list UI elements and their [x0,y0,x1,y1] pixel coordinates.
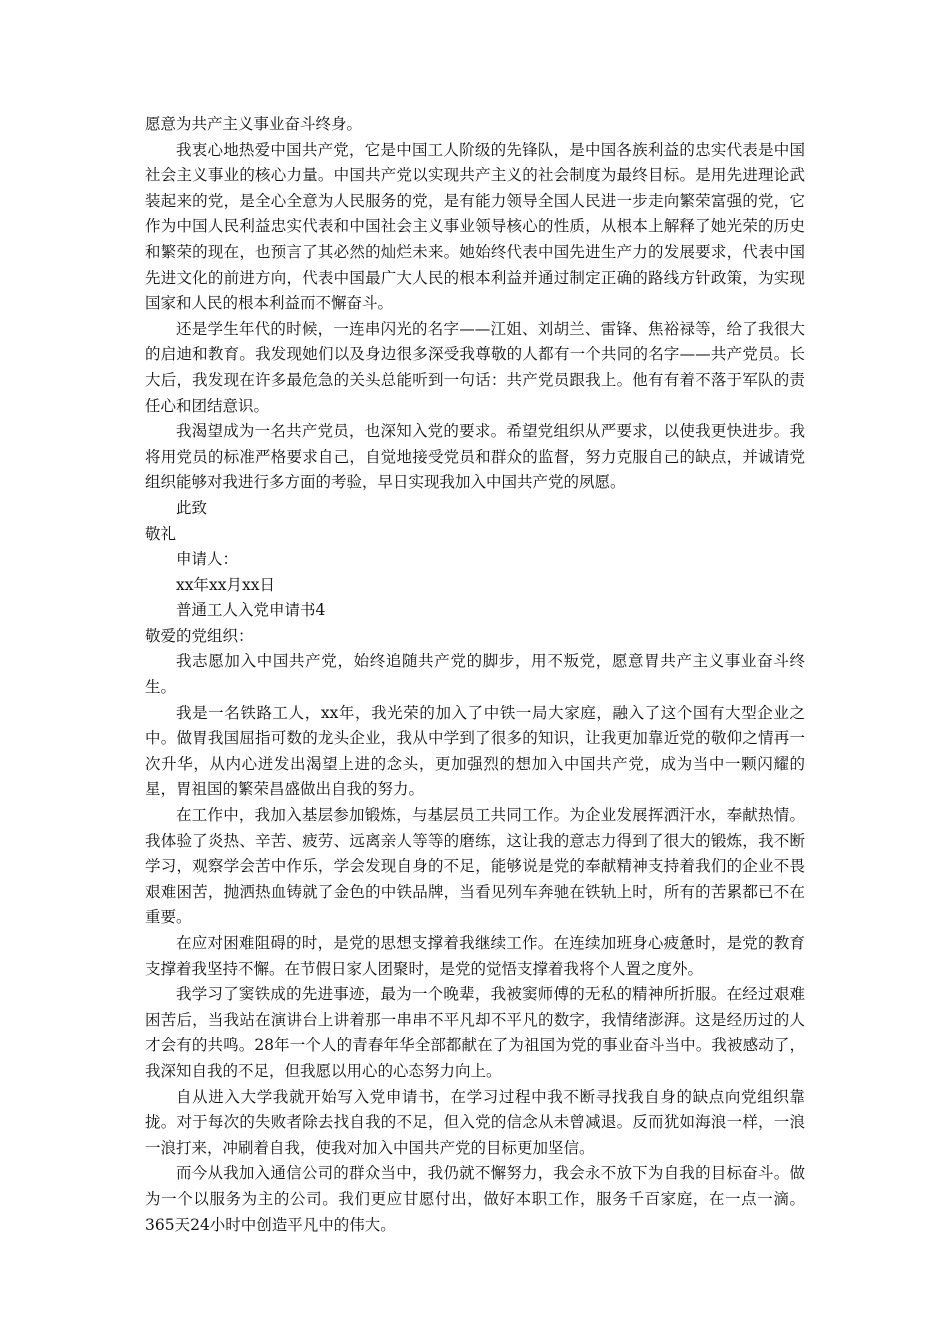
paragraph: 愿意为共产主义事业奋斗终身。 [145,115,363,133]
paragraph: 还是学生年代的时候，一连串闪光的名字——江姐、刘胡兰、雷锋、焦裕禄等，给了我很大的启迪和教育。我发现她们以及身边很多深受我尊敬的人都有一个共同的名字——共产党员。长大后，我发现在许多最危急的关头总能听到一句话：共产党员跟我上。他有有着不落于军队的责任心和团结意识。 [145,319,805,415]
paragraph: 自从进入大学我就开始写入党申请书，在学习过程中我不断寻找我自身的缺点向党组织靠拢。对于每次的失败者除去找自我的不足，但入党的信念从未曾减退。反而犹如海浪一样，一浪一浪打来，冲刷着自我，使我对加入中国共产党的目标更加坚信。 [145,1087,805,1157]
date-line: xx年xx月xx日 [176,575,275,594]
paragraph: 我衷心地热爱中国共产党，它是中国工人阶级的先锋队，是中国各族利益的忠实代表是中国社会主义事业的核心力量。中国共产党以实现共产主义的社会制度为最终目标。是用先进理论武装起来的党，是全心全意为人民服务的党，是有能力领导全国人民进一步走向繁荣富强的党，它作为中国人民利益忠实代表和中国社会主义事业领导核心的性质，从根本上解释了她光荣的历史和繁荣的现在，也预言了其必然的灿烂未来。她始终代表中国先进生产力的发展要求，代表中国先进文化的前进方向，代表中国最广大人民的根本利益并通过制定正确的路线方针政策，为实现国家和人民的根本利益而不懈奋斗。 [145,140,805,313]
paragraph: 在工作中，我加入基层参加锻炼，与基层员工共同工作。为企业发展挥洒汗水，奉献热情。我体验了炎热、辛苦、疲劳、远离亲人等等的磨练，这让我的意志力得到了很大的锻炼，我不断学习，观察学会苦中作乐，学会发现自身的不足，能够说是党的奉献精神支持着我们的企业不畏艰难困苦，抛洒热血铸就了金色的中铁品牌，当看见列车奔驰在铁轨上时，所有的苦累都已不在重要。 [145,806,805,927]
paragraph: 我渴望成为一名共产党员，也深知入党的要求。希望党组织从严要求，以使我更快进步。我将用党员的标准严格要求自己，自觉地接受党员和群众的监督，努力克服自己的缺点，并诚请党组织能够对我进行多方面的考验，早日实现我加入中国共产党的夙愿。 [145,422,805,492]
paragraph: 我志愿加入中国共产党，始终追随共产党的脚步，用不叛党，愿意胃共产主义事业奋斗终生。 [145,652,805,697]
greeting: 敬爱的党组织： [145,626,254,645]
closing-salutation: 此致 [176,498,208,517]
paragraph: 在应对困难阻碍的时，是党的思想支撑着我继续工作。在连续加班身心疲惫时，是党的教育支撑着我坚持不懈。在节假日家人团聚时，是党的觉悟支撑着我将个人置之度外。 [145,934,805,978]
paragraph: 我学习了窦铁成的先进事迹，最为一个晚辈，我被窦师傅的无私的精神所折服。在经过艰难困苦后，当我站在演讲台上讲着那一串串不平凡却不平凡的数字，我情绪澎湃。这是经历过的人才会有的共鸣。28年一个人的青春年华全部都献在了为祖国为党的事业奋斗当中。我被感动了，我深知自我的不足，但我愿以用心的心态努力向上。 [145,985,805,1080]
document-body [145,112,805,1238]
applicant-label: 申请人： [176,550,239,569]
section-title: 普通工人入党申请书4 [176,601,326,620]
paragraph: 而今从我加入通信公司的群众当中，我仍就不懈努力，我会永不放下为自我的目标奋斗。做为一个以服务为主的公司。我们更应甘愿付出，做好本职工作，服务千百家庭，在一点一滴。365天24小时中创造平凡中的伟大。 [145,1164,805,1234]
paragraph: 我是一名铁路工人，xx年，我光荣的加入了中铁一局大家庭，融入了这个国有大型企业之中。做胃我国屈指可数的龙头企业，我从中学到了很多的知识，让我更加靠近党的敬仰之情再一次升华，从内心迸发出渴望上进的念头，更加强烈的想加入中国共产党，成为当中一颗闪耀的星，胃祖国的繁荣昌盛做出自我的努力。 [145,703,805,799]
closing-regards: 敬礼 [145,524,177,543]
